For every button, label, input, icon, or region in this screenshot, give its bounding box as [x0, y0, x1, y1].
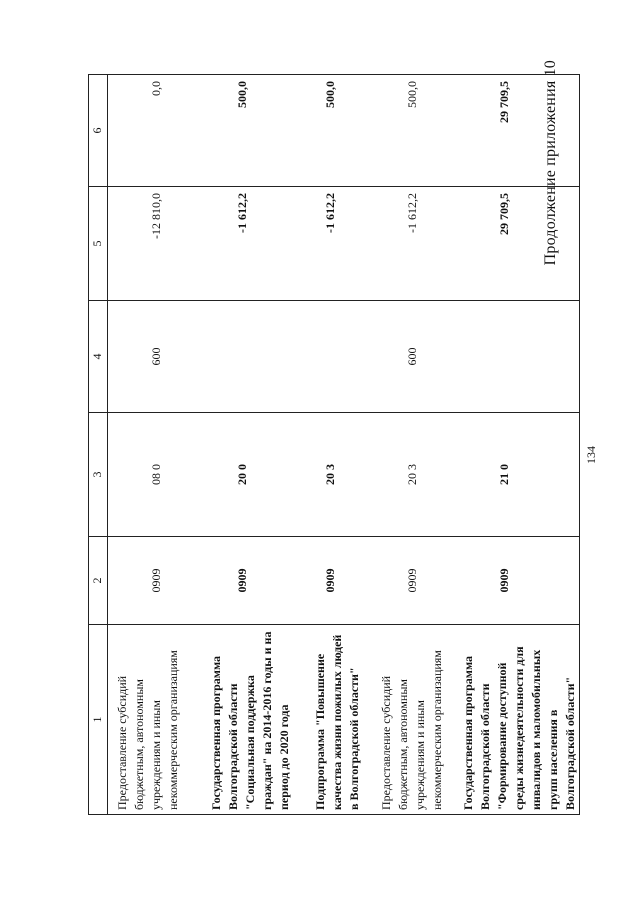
table-row: [302, 75, 368, 815]
row-code-expense: [198, 301, 302, 413]
row-value-col5: 29 709,5: [450, 187, 580, 301]
row-value-col5: -1 612,2: [368, 187, 450, 301]
row-value-col6: 500,0: [198, 75, 302, 187]
row-value-col5: -1 612,2: [302, 187, 368, 301]
appendix-continuation-label: Продолжение приложения 10: [542, 60, 559, 266]
column-header-3: 3: [89, 413, 108, 537]
budget-table: [88, 74, 580, 815]
row-name: Предоставление субсидий бюджетным, автономным учреждениям и иным некоммерческим организациям: [108, 625, 198, 815]
table-header-row: [89, 75, 108, 815]
row-code-section: 0909: [108, 537, 198, 625]
column-header-4: 4: [89, 301, 108, 413]
row-value-col5: -1 612,2: [198, 187, 302, 301]
column-header-5: 5: [89, 187, 108, 301]
page-number: 134: [584, 446, 598, 464]
row-code-expense: [450, 301, 580, 413]
row-code-expense: [302, 301, 368, 413]
row-code-target: 08 0: [108, 413, 198, 537]
column-header-1: 1: [89, 625, 108, 815]
row-value-col5: -12 810,0: [108, 187, 198, 301]
table-row: [450, 75, 580, 815]
table-row: [108, 75, 198, 815]
row-name: Предоставление субсидий бюджетным, автономным учреждениям и иным некоммерческим организациям: [368, 625, 450, 815]
row-code-section: 0909: [368, 537, 450, 625]
row-code-section: 0909: [302, 537, 368, 625]
column-header-6: 6: [89, 75, 108, 187]
row-value-col6: 500,0: [302, 75, 368, 187]
row-name: Государственная программа Волгоградской области "Социальная поддержка граждан" на 2014-2016 годы и на период до 2020 года: [198, 625, 302, 815]
row-name: Подпрограмма "Повышение качества жизни пожилых людей в Волгоградской области": [302, 625, 368, 815]
table-row: [368, 75, 450, 815]
row-value-col6: 500,0: [368, 75, 450, 187]
row-code-section: 0909: [198, 537, 302, 625]
row-code-target: 21 0: [450, 413, 580, 537]
row-value-col6: 29 709,5: [450, 75, 580, 187]
row-code-target: 20 3: [368, 413, 450, 537]
column-header-2: 2: [89, 537, 108, 625]
row-code-target: 20 3: [302, 413, 368, 537]
row-code-target: 20 0: [198, 413, 302, 537]
row-code-section: 0909: [450, 537, 580, 625]
row-code-expense: 600: [368, 301, 450, 413]
row-name: Государственная программа Волгоградской области "Формирование доступной среды жизнедеятельности для инвалидов и маломобильных групп населения в Волгоградской области": [450, 625, 580, 815]
row-code-expense: 600: [108, 301, 198, 413]
row-value-col6: 0,0: [108, 75, 198, 187]
table-row: [198, 75, 302, 815]
